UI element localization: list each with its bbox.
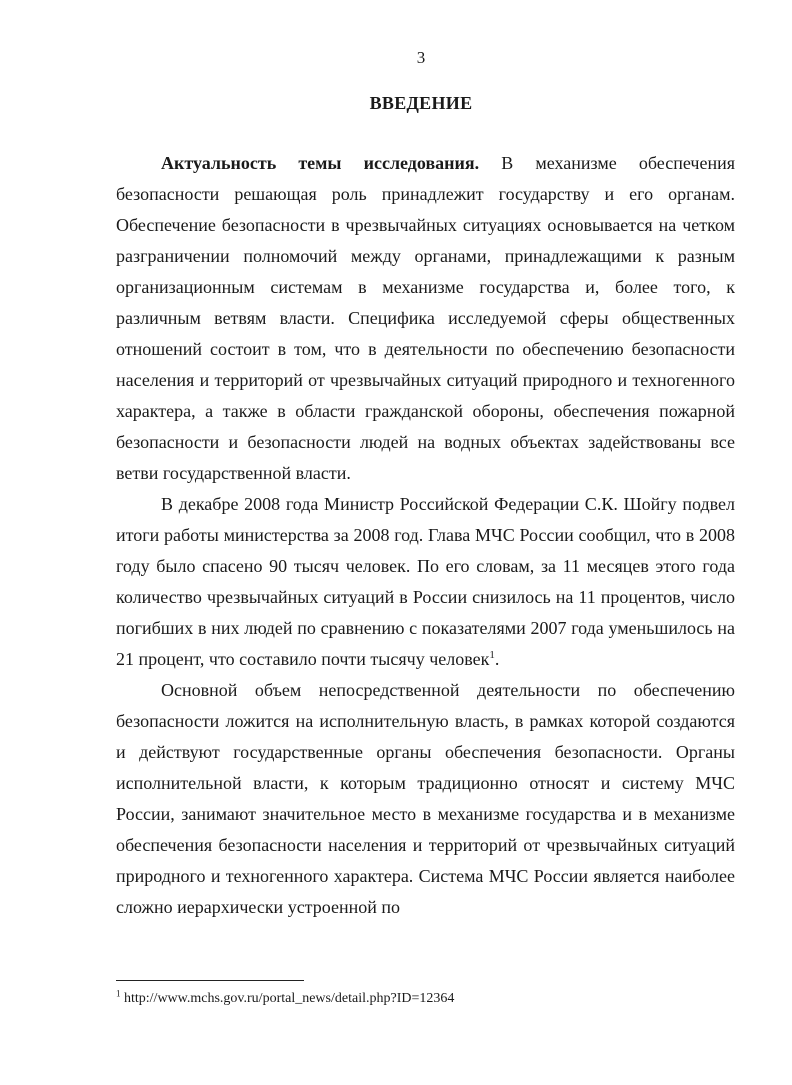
paragraph-lead: Актуальность темы исследования. bbox=[161, 153, 480, 173]
footnote-divider bbox=[116, 980, 304, 981]
paragraph-text: В механизме обеспечения безопасности решающая роль принадлежит государству и его органам. Обеспечение безопасности в чрезвычайных ситуациях основывается на четком разграничении полномочий между органами, принадлежащими к разным организационным системам в механизме государства и, более того, к различным ветвям власти. Специфика исследуемой сферы общественных отношений состоит в том, что в деятельности по обеспечению безопасности населения и территорий от чрезвычайных ситуаций природного и техногенного характера, а также в области гражданской обороны, обеспечения пожарной безопасности и безопасности людей на водных объектах задействованы все ветви государственной власти. bbox=[116, 153, 735, 483]
paragraph-text: В декабре 2008 года Министр Российской Федерации С.К. Шойгу подвел итоги работы министерства за 2008 год. Глава МЧС России сообщил, что в 2008 году было спасено 90 тысяч человек. По его словам, за 11 месяцев этого года количество чрезвычайных ситуаций в России снизилось на 11 процентов, число погибших в них людей по сравнению с показателями 2007 года уменьшилось на 21 процент, что составило почти тысячу человек bbox=[116, 494, 735, 669]
paragraph-text: Основной объем непосредственной деятельности по обеспечению безопасности ложится на исполнительную власть, в рамках которой создаются и действуют государственные органы обеспечения безопасности. Органы исполнительной власти, к которым традиционно относят и систему МЧС России, занимают значительное место в механизме государства и в механизме обеспечения безопасности населения и территорий от чрезвычайных ситуаций природного и техногенного характера. Система МЧС России является наиболее сложно иерархически устроенной по bbox=[116, 680, 735, 917]
body-text bbox=[116, 148, 735, 923]
paragraph-tail: . bbox=[494, 649, 500, 669]
paragraph-executive-power bbox=[116, 675, 735, 923]
footnote bbox=[116, 990, 735, 1008]
footnote-marker: 1 bbox=[116, 988, 121, 999]
paragraph-relevance bbox=[116, 148, 735, 489]
page-number: 3 bbox=[416, 48, 426, 67]
section-heading: ВВЕДЕНИЕ bbox=[369, 93, 473, 113]
footnote-reference: 1 bbox=[489, 649, 495, 661]
footnote-link: http://www.mchs.gov.ru/portal_news/detail.php?ID=12364 bbox=[120, 991, 455, 1006]
paragraph-december-2008 bbox=[116, 489, 735, 675]
